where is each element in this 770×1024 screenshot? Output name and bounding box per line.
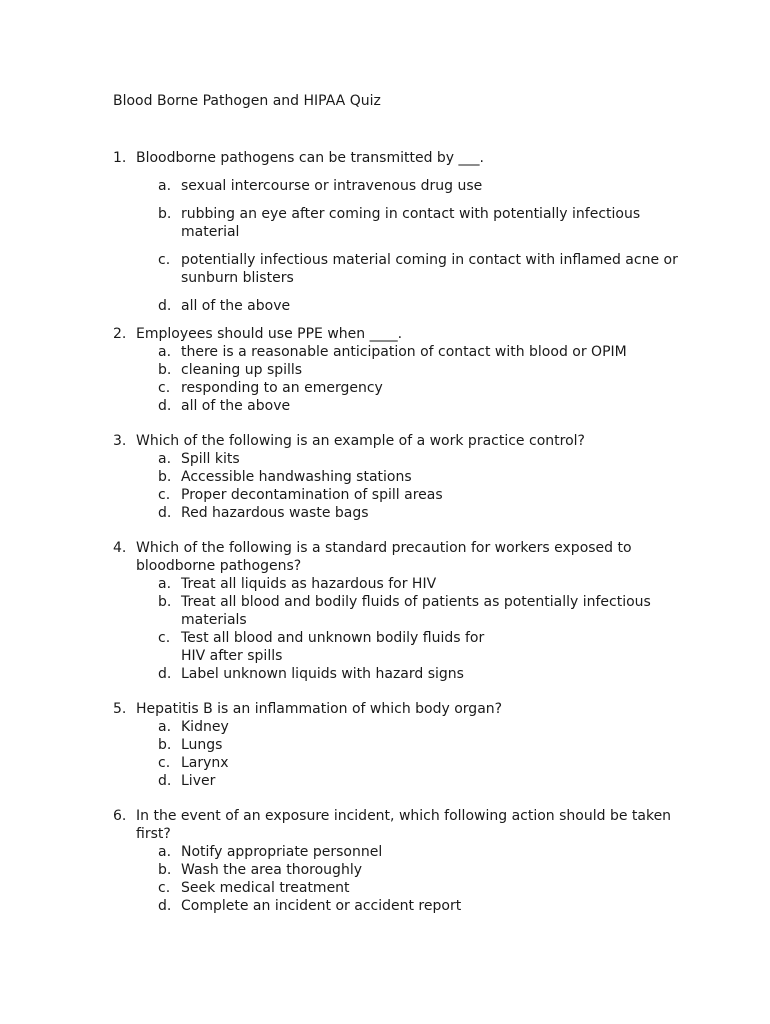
option-c: c. Test all blood and unknown bodily fluids for HIV after spills bbox=[158, 630, 485, 664]
option-a: a. sexual intercourse or intravenous drug use bbox=[158, 178, 483, 194]
option-text: Test all blood and unknown bodily fluids for HIV after spills bbox=[181, 630, 485, 664]
question-number: 3. bbox=[113, 433, 127, 449]
option-a: a. Notify appropriate personnel bbox=[158, 844, 383, 860]
option-b: b. Lungs bbox=[158, 737, 223, 753]
option-text: Wash the area thoroughly bbox=[181, 862, 362, 878]
question-1 bbox=[113, 149, 693, 315]
option-text: sexual intercourse or intravenous drug use bbox=[181, 178, 483, 194]
question-text: Which of the following is an example of a work practice control? bbox=[136, 433, 585, 449]
question-text: Hepatitis B is an inflammation of which body organ? bbox=[136, 701, 503, 717]
question-number: 4. bbox=[113, 540, 127, 556]
option-d: d. Complete an incident or accident report bbox=[158, 898, 462, 914]
option-list bbox=[158, 575, 658, 683]
option-b: b. cleaning up spills bbox=[158, 362, 303, 378]
option-c: c. responding to an emergency bbox=[158, 380, 383, 396]
option-text: responding to an emergency bbox=[181, 380, 383, 396]
option-c: c. potentially infectious material coming in contact with inflamed acne or sunburn blisters bbox=[158, 252, 678, 286]
option-text: Spill kits bbox=[181, 451, 240, 467]
question-number: 1. bbox=[113, 150, 127, 166]
option-b: b. Wash the area thoroughly bbox=[158, 862, 362, 878]
question-text: Which of the following is a standard precaution for workers exposed to bloodborne pathogens? bbox=[136, 540, 632, 574]
option-text: all of the above bbox=[181, 298, 291, 314]
question-text: Employees should use PPE when ____. bbox=[136, 326, 403, 342]
option-text: there is a reasonable anticipation of contact with blood or OPIM bbox=[181, 344, 627, 360]
question-3 bbox=[113, 432, 693, 522]
option-text: Seek medical treatment bbox=[181, 880, 350, 896]
option-list bbox=[158, 843, 658, 915]
option-d: d. Red hazardous waste bags bbox=[158, 505, 369, 521]
option-a: a. there is a reasonable anticipation of contact with blood or OPIM bbox=[158, 344, 627, 360]
option-text: Treat all liquids as hazardous for HIV bbox=[181, 576, 437, 592]
question-text: Bloodborne pathogens can be transmitted by ___. bbox=[136, 150, 484, 166]
option-list bbox=[158, 450, 658, 522]
option-a: a. Spill kits bbox=[158, 451, 240, 467]
option-text: Liver bbox=[181, 773, 216, 789]
option-list bbox=[158, 343, 678, 415]
option-text: Label unknown liquids with hazard signs bbox=[181, 666, 464, 682]
option-c: c. Larynx bbox=[158, 755, 229, 771]
option-text: Notify appropriate personnel bbox=[181, 844, 383, 860]
option-text: Accessible handwashing stations bbox=[181, 469, 412, 485]
page-title: Blood Borne Pathogen and HIPAA Quiz bbox=[113, 93, 381, 109]
question-5 bbox=[113, 700, 693, 790]
option-d: d. Label unknown liquids with hazard signs bbox=[158, 666, 464, 682]
option-text: Red hazardous waste bags bbox=[181, 505, 369, 521]
question-number: 6. bbox=[113, 808, 127, 824]
option-d: d. all of the above bbox=[158, 298, 291, 314]
option-text: Lungs bbox=[181, 737, 223, 753]
option-text: Proper decontamination of spill areas bbox=[181, 487, 443, 503]
option-d: d. all of the above bbox=[158, 398, 291, 414]
question-6 bbox=[113, 807, 673, 915]
question-2 bbox=[113, 325, 693, 415]
option-text: Kidney bbox=[181, 719, 229, 735]
question-text: In the event of an exposure incident, which following action should be taken first? bbox=[136, 808, 672, 842]
option-c: c. Proper decontamination of spill areas bbox=[158, 487, 443, 503]
option-text: potentially infectious material coming in contact with inflamed acne or sunburn blisters bbox=[181, 252, 678, 286]
question-number: 5. bbox=[113, 701, 127, 717]
option-d: d. Liver bbox=[158, 773, 216, 789]
option-text: rubbing an eye after coming in contact with potentially infectious material bbox=[181, 206, 641, 240]
option-c: c. Seek medical treatment bbox=[158, 880, 350, 896]
option-a: a. Kidney bbox=[158, 719, 229, 735]
option-text: Treat all blood and bodily fluids of patients as potentially infectious materials bbox=[181, 594, 651, 628]
question-4 bbox=[113, 539, 651, 683]
option-list bbox=[158, 177, 678, 315]
option-text: all of the above bbox=[181, 398, 291, 414]
option-text: Complete an incident or accident report bbox=[181, 898, 462, 914]
option-b: b. Treat all blood and bodily fluids of patients as potentially infectious materials bbox=[158, 594, 651, 628]
option-text: cleaning up spills bbox=[181, 362, 303, 378]
option-text: Larynx bbox=[181, 755, 229, 771]
option-b: b. rubbing an eye after coming in contact with potentially infectious material bbox=[158, 206, 641, 240]
option-b: b. Accessible handwashing stations bbox=[158, 469, 412, 485]
question-number: 2. bbox=[113, 326, 127, 342]
option-a: a. Treat all liquids as hazardous for HIV bbox=[158, 576, 437, 592]
option-list bbox=[158, 718, 658, 790]
